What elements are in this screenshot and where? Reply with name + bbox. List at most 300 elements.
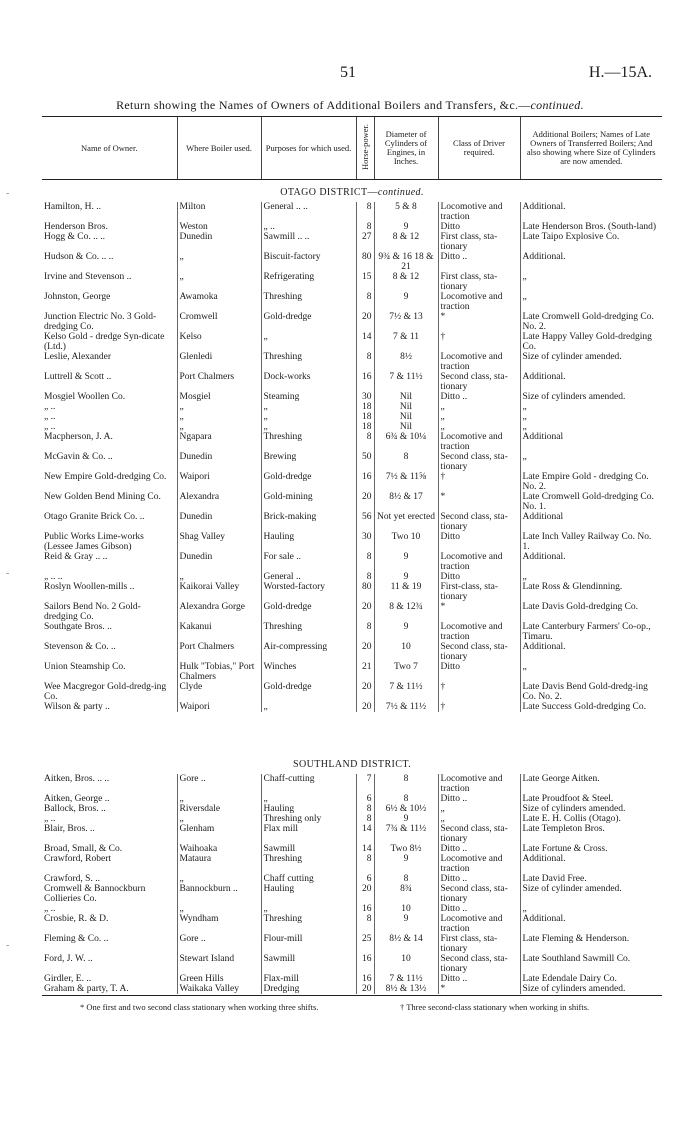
column-header-where-used: Where Boiler used.	[177, 117, 261, 180]
table-row	[42, 512, 662, 532]
horse-power-cell: 30	[356, 392, 374, 402]
driver-class-cell: Ditto	[438, 572, 520, 582]
driver-class-cell: „	[438, 402, 520, 412]
place-cell: Alexandra Gorge	[177, 602, 261, 622]
table-row	[42, 402, 662, 412]
remarks-cell: Additional.	[520, 202, 662, 222]
place-cell: Clyde	[177, 682, 261, 702]
driver-class-cell: Locomotive and traction	[438, 854, 520, 874]
driver-class-cell: Second class, sta-tionary	[438, 452, 520, 472]
page-number: 51	[340, 64, 356, 81]
horse-power-cell: 30	[356, 532, 374, 552]
remarks-cell: Additional.	[520, 854, 662, 874]
horse-power-label: Horse-power.	[359, 123, 370, 171]
owner-cell: McGavin & Co. ..	[44, 452, 113, 462]
horse-power-cell: 8	[356, 854, 374, 874]
remarks-cell: Late Happy Valley Gold-dredging Co.	[520, 332, 662, 352]
remarks-cell: „	[520, 904, 662, 914]
diameter-cell: 7¾ & 11½	[374, 824, 438, 844]
table-row	[42, 422, 662, 432]
table-row	[42, 202, 662, 222]
remarks-cell: „	[520, 422, 662, 432]
owner-cell: New Empire Gold-dredging Co.	[44, 472, 167, 482]
place-cell: „	[177, 794, 261, 804]
diameter-cell: 10	[374, 904, 438, 914]
driver-class-cell: First-class, sta-tionary	[438, 582, 520, 602]
remarks-cell: Late E. H. Collis (Otago).	[520, 814, 662, 824]
driver-class-cell: First class, sta-tionary	[438, 934, 520, 954]
horse-power-cell: 16	[356, 904, 374, 914]
owner-cell: Roslyn Woollen-mills ..	[44, 582, 135, 592]
purpose-cell: Threshing	[261, 292, 356, 312]
horse-power-cell: 8	[356, 432, 374, 452]
table-row	[42, 452, 662, 472]
driver-class-cell: First class, sta-tionary	[438, 232, 520, 252]
table-row	[42, 622, 662, 642]
driver-class-cell: †	[438, 682, 520, 702]
place-cell: Dunedin	[177, 552, 261, 572]
purpose-cell: For sale ..	[261, 552, 356, 572]
horse-power-cell: 6	[356, 874, 374, 884]
driver-class-cell: First class, sta-tionary	[438, 272, 520, 292]
owner-cell: Macpherson, J. A.	[44, 432, 113, 442]
column-header-purposes: Purposes for which used.	[261, 117, 356, 180]
table-row	[42, 794, 662, 804]
purpose-cell: Dredging	[261, 984, 356, 994]
horse-power-cell: 20	[356, 984, 374, 994]
footnote-one-first-two-second: * One first and two second class stationary when working three shifts.	[80, 1002, 319, 1012]
owner-cell: Irvine and Stevenson ..	[44, 272, 132, 282]
table-header	[42, 116, 662, 180]
driver-class-cell: Locomotive and traction	[438, 552, 520, 572]
remarks-cell: Additional.	[520, 252, 662, 272]
horse-power-cell: 50	[356, 452, 374, 472]
table-row	[42, 934, 662, 954]
owner-cell: Public Works Lime-works (Lessee James Gibson)	[44, 532, 144, 552]
owner-cell: Crawford, Robert	[44, 854, 112, 864]
remarks-cell: Additional	[520, 432, 662, 452]
owner-cell: Leslie, Alexander	[44, 352, 112, 362]
diameter-cell: 10	[374, 954, 438, 974]
diameter-cell: 8 & 12	[374, 272, 438, 292]
owner-cell: Stevenson & Co. ..	[44, 642, 116, 652]
table-row	[42, 392, 662, 402]
purpose-cell: „	[261, 422, 356, 432]
purpose-cell: „	[261, 412, 356, 422]
purpose-cell: Gold-dredge	[261, 602, 356, 622]
diameter-cell: 10	[374, 642, 438, 662]
owner-cell: Henderson Bros.	[44, 222, 108, 232]
driver-class-cell: †	[438, 332, 520, 352]
diameter-cell: 9	[374, 572, 438, 582]
place-cell: Waipori	[177, 702, 261, 712]
diameter-cell: Not yet erected	[374, 512, 438, 532]
purpose-cell: „	[261, 402, 356, 412]
horse-power-cell: 8	[356, 804, 374, 814]
horse-power-cell: 14	[356, 332, 374, 352]
table-row	[42, 232, 662, 252]
section-heading-text: SOUTHLAND DISTRICT.	[293, 759, 411, 770]
owner-cell: Wilson & party ..	[44, 702, 110, 712]
purpose-cell: Gold-dredge	[261, 472, 356, 492]
place-cell: Kelso	[177, 332, 261, 352]
driver-class-cell: †	[438, 702, 520, 712]
document-reference: H.—15A.	[588, 64, 652, 81]
purpose-cell: Gold-dredge	[261, 682, 356, 702]
horse-power-cell: 14	[356, 824, 374, 844]
section-heading-otago	[42, 186, 662, 202]
driver-class-cell: Locomotive and traction	[438, 622, 520, 642]
purpose-cell: „	[261, 904, 356, 914]
diameter-cell: 8	[374, 794, 438, 804]
table-row	[42, 532, 662, 552]
horse-power-cell: 6	[356, 794, 374, 804]
remarks-cell: Late Taipo Explosive Co.	[520, 232, 662, 252]
driver-class-cell: Locomotive and traction	[438, 292, 520, 312]
diameter-cell: 11 & 19	[374, 582, 438, 602]
purpose-cell: Threshing	[261, 352, 356, 372]
owner-cell: „ ..	[44, 412, 56, 422]
table-row	[42, 252, 662, 272]
place-cell: Awamoka	[177, 292, 261, 312]
owner-cell: Fleming & Co. ..	[44, 934, 109, 944]
page-header	[0, 64, 700, 84]
driver-class-cell: Ditto ..	[438, 974, 520, 984]
purpose-cell: Worsted-factory	[261, 582, 356, 602]
driver-class-cell: *	[438, 984, 520, 994]
horse-power-cell: 20	[356, 602, 374, 622]
remarks-cell: Late Davis Bend Gold-dredg-ing Co. No. 2.	[520, 682, 662, 702]
owner-cell: Johnston, George	[44, 292, 111, 302]
place-cell: Mataura	[177, 854, 261, 874]
place-cell: „	[177, 402, 261, 412]
owner-cell: „ ..	[44, 904, 56, 914]
diameter-cell: Nil	[374, 422, 438, 432]
purpose-cell: „ ..	[261, 222, 356, 232]
purpose-cell: Dock-works	[261, 372, 356, 392]
horse-power-cell: 80	[356, 582, 374, 602]
table-row	[42, 332, 662, 352]
place-cell: „	[177, 422, 261, 432]
remarks-cell: Late Fleming & Henderson.	[520, 934, 662, 954]
table-row	[42, 312, 662, 332]
driver-class-cell: Ditto	[438, 662, 520, 682]
place-cell: Ngapara	[177, 432, 261, 452]
place-cell: Riversdale	[177, 804, 261, 814]
purpose-cell: Steaming	[261, 392, 356, 402]
place-cell: „	[177, 272, 261, 292]
diameter-cell: 9	[374, 814, 438, 824]
owner-cell: Ford, J. W. ..	[44, 954, 93, 964]
table-row	[42, 824, 662, 844]
place-cell: Kakanui	[177, 622, 261, 642]
diameter-cell: Nil	[374, 392, 438, 402]
table-row	[42, 372, 662, 392]
purpose-cell: Chaff-cutting	[261, 774, 356, 794]
purpose-cell: „	[261, 794, 356, 804]
driver-class-cell: „	[438, 422, 520, 432]
driver-class-cell: Second class, sta-tionary	[438, 642, 520, 662]
horse-power-cell: 8	[356, 352, 374, 372]
owner-cell: New Golden Bend Mining Co.	[44, 492, 161, 502]
remarks-cell: Late Davis Gold-dredging Co.	[520, 602, 662, 622]
table-row	[42, 222, 662, 232]
remarks-cell: Additional.	[520, 914, 662, 934]
place-cell: „	[177, 252, 261, 272]
diameter-cell: 8½ & 13½	[374, 984, 438, 994]
driver-class-cell: Locomotive and traction	[438, 432, 520, 452]
table-row	[42, 662, 662, 682]
southland-district-table	[42, 758, 662, 994]
purpose-cell: Chaff cutting	[261, 874, 356, 884]
owner-cell: „ ..	[44, 814, 56, 824]
table-row	[42, 682, 662, 702]
place-cell: Cromwell	[177, 312, 261, 332]
driver-class-cell: *	[438, 602, 520, 622]
purpose-cell: Threshing	[261, 622, 356, 642]
driver-class-cell: Ditto ..	[438, 844, 520, 854]
title-main: Return showing the Names of Owners of Additional Boilers and Transfers, &c.—	[116, 98, 531, 112]
remarks-cell: Late Fortune & Cross.	[520, 844, 662, 854]
diameter-cell: 9	[374, 854, 438, 874]
remarks-cell: Late David Free.	[520, 874, 662, 884]
horse-power-cell: 20	[356, 312, 374, 332]
diameter-cell: 7 & 11	[374, 332, 438, 352]
owner-cell: Southgate Bros. ..	[44, 622, 112, 632]
owner-cell: Cromwell & Bannockburn Collieries Co.	[44, 884, 146, 904]
owner-cell: Sailors Bend No. 2 Gold-dredging Co.	[44, 602, 141, 622]
diameter-cell: Nil	[374, 402, 438, 412]
horse-power-cell: 56	[356, 512, 374, 532]
driver-class-cell: Locomotive and traction	[438, 914, 520, 934]
horse-power-cell: 18	[356, 422, 374, 432]
horse-power-cell: 7	[356, 774, 374, 794]
southland-district-rows	[42, 758, 662, 994]
table-row	[42, 272, 662, 292]
remarks-cell: Size of cylinders amended.	[520, 804, 662, 814]
remarks-cell: Late Empire Gold - dredging Co. No. 2.	[520, 472, 662, 492]
place-cell: Port Chalmers	[177, 372, 261, 392]
diameter-cell: 8	[374, 874, 438, 884]
horse-power-cell: 80	[356, 252, 374, 272]
owner-cell: Luttrell & Scott ..	[44, 372, 112, 382]
horse-power-cell: 20	[356, 642, 374, 662]
table-row	[42, 774, 662, 794]
table-row	[42, 702, 662, 712]
horse-power-cell: 20	[356, 884, 374, 904]
diameter-cell: 8½ & 17	[374, 492, 438, 512]
place-cell: Waipori	[177, 472, 261, 492]
remarks-cell: Late Success Gold-dredging Co.	[520, 702, 662, 712]
diameter-cell: 9	[374, 914, 438, 934]
horse-power-cell: 25	[356, 934, 374, 954]
remarks-cell: Late Cromwell Gold-dredging Co. No. 2.	[520, 312, 662, 332]
diameter-cell: 5 & 8	[374, 202, 438, 222]
table-row	[42, 804, 662, 814]
diameter-cell: Two 8½	[374, 844, 438, 854]
diameter-cell: 8	[374, 452, 438, 472]
diameter-cell: 9	[374, 552, 438, 572]
remarks-cell: Size of cylinder amended.	[520, 352, 662, 372]
remarks-cell: Size of cylinders amended.	[520, 392, 662, 402]
remarks-cell: „	[520, 272, 662, 292]
remarks-cell: Additional.	[520, 552, 662, 572]
horse-power-cell: 8	[356, 202, 374, 222]
place-cell: Shag Valley	[177, 532, 261, 552]
purpose-cell: Brick-making	[261, 512, 356, 532]
driver-class-cell: Ditto	[438, 532, 520, 552]
driver-class-cell: †	[438, 472, 520, 492]
owner-cell: Hogg & Co. .. ..	[44, 232, 105, 242]
place-cell: „	[177, 814, 261, 824]
horse-power-cell: 27	[356, 232, 374, 252]
section-heading-text: OTAGO DISTRICT—	[280, 187, 378, 198]
column-header-driver-class: Class of Driver required.	[438, 117, 520, 180]
purpose-cell: Brewing	[261, 452, 356, 472]
remarks-cell: „	[520, 452, 662, 472]
purpose-cell: Sawmill	[261, 954, 356, 974]
table-row	[42, 954, 662, 974]
owner-cell: Hudson & Co. .. ..	[44, 252, 114, 262]
place-cell: Bannockburn ..	[177, 884, 261, 904]
owner-cell: Otago Granite Brick Co. ..	[44, 512, 145, 522]
column-header-remarks: Additional Boilers; Names of Late Owners of Transferred Boilers; And also showing where Size of Cylinders are now amended.	[520, 117, 662, 180]
diameter-cell: 6¾ & 10¼	[374, 432, 438, 452]
owner-cell: „ ..	[44, 402, 56, 412]
purpose-cell: Hauling	[261, 884, 356, 904]
remarks-cell: Late Canterbury Farmers' Co-op., Timaru.	[520, 622, 662, 642]
horse-power-cell: 8	[356, 552, 374, 572]
place-cell: Milton	[177, 202, 261, 222]
place-cell: Dunedin	[177, 232, 261, 252]
driver-class-cell: *	[438, 492, 520, 512]
table-row	[42, 874, 662, 884]
remarks-cell: Late Cromwell Gold-dredging Co. No. 1.	[520, 492, 662, 512]
table-row	[42, 292, 662, 312]
place-cell: Kaikorai Valley	[177, 582, 261, 602]
title-continued: continued.	[530, 98, 584, 112]
owner-cell: Mosgiel Woollen Co.	[44, 392, 126, 402]
table-row	[42, 572, 662, 582]
diameter-cell: 7 & 11½	[374, 372, 438, 392]
owner-cell: Ballock, Bros. ..	[44, 804, 106, 814]
driver-class-cell: Ditto ..	[438, 794, 520, 804]
purpose-cell: Threshing only	[261, 814, 356, 824]
remarks-cell: Additional.	[520, 372, 662, 392]
owner-cell: Kelso Gold - dredge Syn-dicate (Ltd.)	[44, 332, 165, 352]
remarks-cell: Late Templeton Bros.	[520, 824, 662, 844]
place-cell: Glenham	[177, 824, 261, 844]
owner-cell: „ ..	[44, 422, 56, 432]
margin-mark: -	[6, 188, 10, 199]
owner-cell: Union Steamship Co.	[44, 662, 126, 672]
owner-cell: Crosbie, R. & D.	[44, 914, 109, 924]
horse-power-cell: 14	[356, 844, 374, 854]
horse-power-cell: 16	[356, 974, 374, 984]
purpose-cell: Hauling	[261, 804, 356, 814]
footnote-rule	[42, 995, 662, 996]
table-row	[42, 552, 662, 572]
margin-mark: -	[6, 568, 10, 579]
owner-cell: Wee Macgregor Gold-dredg-ing Co.	[44, 682, 167, 702]
diameter-cell: 8 & 12¾	[374, 602, 438, 622]
otago-district-rows	[42, 186, 662, 712]
remarks-cell: Additional.	[520, 642, 662, 662]
remarks-cell: Late Inch Valley Railway Co. No. 1.	[520, 532, 662, 552]
purpose-cell: General .. ..	[261, 202, 356, 222]
purpose-cell: Gold-dredge	[261, 312, 356, 332]
place-cell: „	[177, 904, 261, 914]
diameter-cell: 8	[374, 774, 438, 794]
diameter-cell: 9¾ & 16 18 & 21	[374, 252, 438, 272]
remarks-cell: „	[520, 662, 662, 682]
diameter-cell: 8½ & 14	[374, 934, 438, 954]
owner-cell: Girdler, E. ..	[44, 974, 92, 984]
purpose-cell: Sawmill	[261, 844, 356, 854]
horse-power-cell: 8	[356, 622, 374, 642]
purpose-cell: „	[261, 702, 356, 712]
purpose-cell: Biscuit-factory	[261, 252, 356, 272]
purpose-cell: Flax-mill	[261, 974, 356, 984]
remarks-cell: Late George Aitken.	[520, 774, 662, 794]
owner-cell: Junction Electric No. 3 Gold-dredging Co.	[44, 312, 157, 332]
purpose-cell: Hauling	[261, 532, 356, 552]
purpose-cell: Flax mill	[261, 824, 356, 844]
driver-class-cell: Ditto ..	[438, 874, 520, 884]
diameter-cell: 6½ & 10½	[374, 804, 438, 814]
place-cell: „	[177, 412, 261, 422]
purpose-cell: Refrigerating	[261, 272, 356, 292]
remarks-cell: Late Southland Sawmill Co.	[520, 954, 662, 974]
owner-cell: Aitken, George ..	[44, 794, 110, 804]
diameter-cell: 8½	[374, 352, 438, 372]
footnote-three-second-class: † Three second-class stationary when working in shifts.	[400, 1002, 590, 1012]
horse-power-cell: 18	[356, 412, 374, 422]
place-cell: Wyndham	[177, 914, 261, 934]
diameter-cell: 8 & 12	[374, 232, 438, 252]
purpose-cell: Winches	[261, 662, 356, 682]
driver-class-cell: Second class, sta-tionary	[438, 372, 520, 392]
table-row	[42, 914, 662, 934]
horse-power-cell: 20	[356, 682, 374, 702]
place-cell: Weston	[177, 222, 261, 232]
driver-class-cell: „	[438, 804, 520, 814]
place-cell: Green Hills	[177, 974, 261, 984]
diameter-cell: 7½ & 13	[374, 312, 438, 332]
column-header-owner: Name of Owner.	[42, 117, 177, 180]
diameter-cell: Two 10	[374, 532, 438, 552]
horse-power-cell: 8	[356, 914, 374, 934]
otago-district-table	[42, 186, 662, 712]
driver-class-cell: Second class, sta-tionary	[438, 512, 520, 532]
driver-class-cell: Ditto ..	[438, 904, 520, 914]
horse-power-cell: 8	[356, 572, 374, 582]
driver-class-cell: Second class, sta-tionary	[438, 954, 520, 974]
horse-power-cell: 18	[356, 402, 374, 412]
table-row	[42, 412, 662, 422]
owner-cell: Blair, Bros. ..	[44, 824, 95, 834]
place-cell: Waikaka Valley	[177, 984, 261, 994]
diameter-cell: 7½ & 11⅝	[374, 472, 438, 492]
place-cell: Stewart Island	[177, 954, 261, 974]
owner-cell: Broad, Small, & Co.	[44, 844, 123, 854]
driver-class-cell: Ditto ..	[438, 392, 520, 402]
remarks-cell: „	[520, 402, 662, 412]
place-cell: Dunedin	[177, 452, 261, 472]
horse-power-cell: 21	[356, 662, 374, 682]
purpose-cell: Threshing	[261, 914, 356, 934]
place-cell: „	[177, 572, 261, 582]
